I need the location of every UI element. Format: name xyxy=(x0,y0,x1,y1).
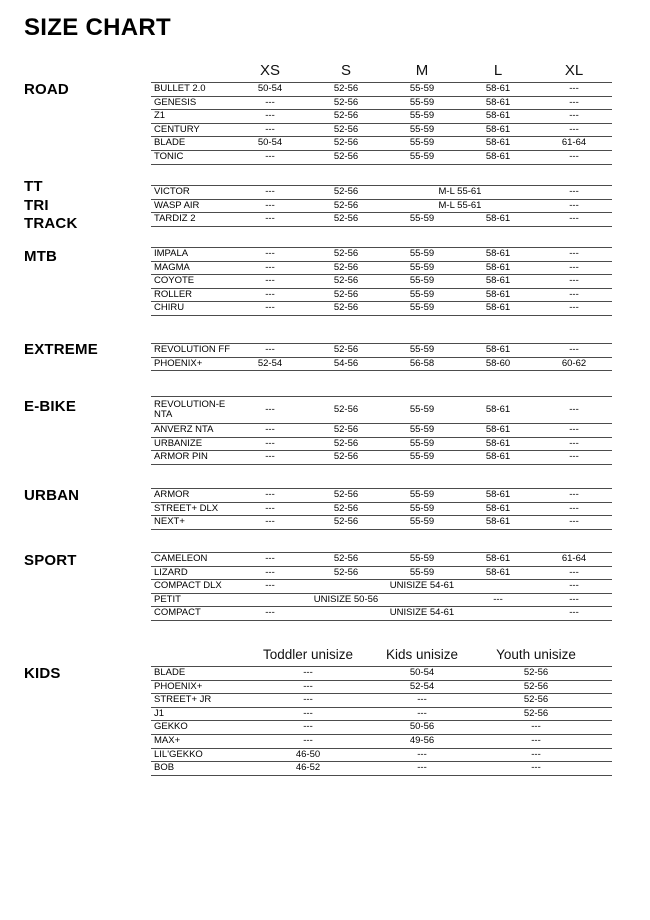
size-cell: --- xyxy=(303,707,313,719)
size-cell: 52-56 xyxy=(333,137,359,149)
product-name-cell: COMPACT DLX xyxy=(154,580,222,592)
product-name-cell: ARMOR xyxy=(154,489,190,501)
size-cell: --- xyxy=(569,83,579,95)
size-cell: 52-56 xyxy=(333,151,359,163)
product-name-cell: REVOLUTION FF xyxy=(154,344,231,356)
size-cell: 52-56 xyxy=(523,680,549,692)
size-cell: 52-56 xyxy=(333,199,359,211)
size-cell: --- xyxy=(569,96,579,108)
size-cell: --- xyxy=(265,110,275,122)
size-cell: 58-61 xyxy=(485,96,511,108)
column-header-xl: XL xyxy=(564,62,584,79)
row-max xyxy=(151,735,612,749)
size-cell: 52-56 xyxy=(333,275,359,287)
size-cell: 52-56 xyxy=(333,186,359,198)
category-label-mtb xyxy=(24,248,57,267)
size-cell: 58-61 xyxy=(485,437,511,449)
size-cell: --- xyxy=(569,186,579,198)
product-name-cell: MAGMA xyxy=(154,261,190,273)
size-cell: 58-61 xyxy=(485,110,511,122)
size-cell: 52-56 xyxy=(333,83,359,95)
product-name-cell: CHIRU xyxy=(154,302,185,314)
product-name-cell: COYOTE xyxy=(154,275,195,287)
size-cell: --- xyxy=(493,593,503,605)
category-label-tt-tri-track xyxy=(24,178,78,234)
size-cell: --- xyxy=(265,213,275,225)
size-cell: --- xyxy=(531,748,541,760)
size-cell: --- xyxy=(569,451,579,463)
size-cell: --- xyxy=(417,707,427,719)
size-cell: --- xyxy=(265,344,275,356)
row-century xyxy=(151,124,612,138)
product-name-cell: COMPACT xyxy=(154,607,201,619)
size-cell: 52-56 xyxy=(333,213,359,225)
kids-column-header-toddler-unisize: Toddler unisize xyxy=(262,647,354,662)
category-label-sport xyxy=(24,552,77,571)
size-cell: --- xyxy=(265,566,275,578)
size-cell: --- xyxy=(569,213,579,225)
size-cell: --- xyxy=(303,667,313,679)
size-cell: 50-54 xyxy=(257,137,283,149)
table-e-bike xyxy=(151,396,612,465)
size-cell: 61-64 xyxy=(561,137,587,149)
product-name-cell: ARMOR PIN xyxy=(154,451,208,463)
size-cell: 58-61 xyxy=(485,302,511,314)
size-cell: 58-61 xyxy=(485,137,511,149)
product-name-cell: IMPALA xyxy=(154,248,189,260)
size-cell: 55-59 xyxy=(409,137,435,149)
size-cell: 52-56 xyxy=(523,667,549,679)
size-cell: --- xyxy=(265,403,275,415)
size-cell: 55-59 xyxy=(409,502,435,514)
size-cell: 52-56 xyxy=(333,516,359,528)
table-kids xyxy=(151,666,612,776)
row-compact xyxy=(151,607,612,621)
size-cell: 55-59 xyxy=(409,451,435,463)
size-cell: 55-59 xyxy=(409,288,435,300)
category-label-line: URBAN xyxy=(24,487,80,504)
size-cell: 52-56 xyxy=(333,288,359,300)
row-tonic xyxy=(151,151,612,165)
size-cell: --- xyxy=(265,186,275,198)
size-cell: --- xyxy=(531,735,541,747)
size-cell: --- xyxy=(569,566,579,578)
size-cell: --- xyxy=(303,694,313,706)
size-cell: --- xyxy=(569,261,579,273)
size-cell: 58-61 xyxy=(485,275,511,287)
category-label-line: SPORT xyxy=(24,552,77,569)
product-name-cell: PHOENIX+ xyxy=(154,357,203,369)
row-z1 xyxy=(151,110,612,124)
product-name-cell: BULLET 2.0 xyxy=(154,83,206,95)
size-cell: --- xyxy=(265,437,275,449)
product-name-cell: WASP AIR xyxy=(154,199,200,211)
category-label-urban xyxy=(24,487,79,506)
size-cell: 58-61 xyxy=(485,566,511,578)
size-cell: 55-59 xyxy=(409,516,435,528)
row-compact-dlx xyxy=(151,580,612,594)
size-cell: UNISIZE 54-61 xyxy=(389,607,455,619)
size-cell: 58-61 xyxy=(485,151,511,163)
size-cell: 52-56 xyxy=(333,344,359,356)
column-header-m: M xyxy=(415,62,429,79)
row-cameleon xyxy=(151,553,612,567)
size-column-headers xyxy=(151,59,612,81)
size-cell: 55-59 xyxy=(409,566,435,578)
size-cell: M-L 55-61 xyxy=(438,186,482,198)
size-cell: --- xyxy=(265,502,275,514)
row-victor xyxy=(151,186,612,200)
size-cell: --- xyxy=(265,451,275,463)
size-cell: 56-58 xyxy=(409,357,435,369)
size-cell: 58-61 xyxy=(485,288,511,300)
size-cell: --- xyxy=(569,580,579,592)
row-gekko xyxy=(151,721,612,735)
row-street-jr xyxy=(151,694,612,708)
size-cell: --- xyxy=(417,694,427,706)
size-cell: --- xyxy=(569,199,579,211)
size-cell: --- xyxy=(265,607,275,619)
product-name-cell: URBANIZE xyxy=(154,437,203,449)
size-cell: --- xyxy=(265,302,275,314)
size-cell: 58-61 xyxy=(485,213,511,225)
row-phoenix xyxy=(151,358,612,372)
size-cell: --- xyxy=(417,762,427,774)
size-cell: 52-56 xyxy=(333,261,359,273)
size-cell: 46-52 xyxy=(295,762,321,774)
row-armor xyxy=(151,489,612,503)
size-cell: --- xyxy=(569,275,579,287)
size-cell: 55-59 xyxy=(409,553,435,565)
size-cell: 55-59 xyxy=(409,96,435,108)
product-name-cell: BLADE xyxy=(154,137,186,149)
product-name-cell: GEKKO xyxy=(154,721,188,733)
category-label-extreme xyxy=(24,341,98,360)
size-cell: 58-61 xyxy=(485,261,511,273)
size-cell: 52-56 xyxy=(333,302,359,314)
size-cell: 52-56 xyxy=(333,96,359,108)
category-label-line: TRI xyxy=(24,196,49,214)
size-cell: --- xyxy=(569,123,579,135)
size-cell: UNISIZE 50-56 xyxy=(313,593,379,605)
size-cell: 52-56 xyxy=(333,424,359,436)
category-label-line: KIDS xyxy=(24,665,61,682)
table-urban xyxy=(151,488,612,530)
table-extreme xyxy=(151,343,612,371)
table-tt-tri-track xyxy=(151,185,612,227)
size-cell: --- xyxy=(303,735,313,747)
size-cell: --- xyxy=(265,288,275,300)
product-name-cell: PETIT xyxy=(154,593,181,605)
product-name-cell: LIL'GEKKO xyxy=(154,748,203,760)
size-cell: --- xyxy=(265,580,275,592)
size-cell: 55-59 xyxy=(409,344,435,356)
size-cell: 55-59 xyxy=(409,261,435,273)
row-revolution-e-nta xyxy=(151,397,612,424)
category-label-e-bike xyxy=(24,398,76,417)
product-name-cell: TONIC xyxy=(154,151,184,163)
size-cell: --- xyxy=(569,110,579,122)
size-cell: M-L 55-61 xyxy=(438,199,482,211)
size-cell: 52-56 xyxy=(333,110,359,122)
size-cell: 55-59 xyxy=(409,110,435,122)
kids-column-header-youth-unisize: Youth unisize xyxy=(496,647,576,662)
product-name-cell: MAX+ xyxy=(154,735,181,747)
size-cell: 50-54 xyxy=(409,667,435,679)
product-name-cell: CAMELEON xyxy=(154,553,208,565)
size-cell: 55-59 xyxy=(409,275,435,287)
row-next xyxy=(151,516,612,530)
row-genesis xyxy=(151,97,612,111)
size-cell: 58-61 xyxy=(485,248,511,260)
size-cell: --- xyxy=(265,96,275,108)
category-label-line: EXTREME xyxy=(24,341,98,358)
size-cell: --- xyxy=(265,151,275,163)
size-cell: --- xyxy=(569,151,579,163)
row-lizard xyxy=(151,567,612,581)
table-road xyxy=(151,82,612,165)
size-cell: --- xyxy=(265,553,275,565)
table-mtb xyxy=(151,247,612,316)
kids-column-header-kids-unisize: Kids unisize xyxy=(385,647,459,662)
size-cell: --- xyxy=(531,721,541,733)
size-cell: 52-56 xyxy=(333,437,359,449)
size-cell: 55-59 xyxy=(409,302,435,314)
product-name-cell: BLADE xyxy=(154,667,186,679)
size-cell: --- xyxy=(303,721,313,733)
size-cell: --- xyxy=(569,489,579,501)
product-name-cell: ROLLER xyxy=(154,288,193,300)
product-name-cell: NEXT+ xyxy=(154,516,185,528)
column-header-l: L xyxy=(493,62,503,79)
size-cell: 52-56 xyxy=(333,248,359,260)
product-name-cell: TARDIZ 2 xyxy=(154,213,196,225)
size-cell: 55-59 xyxy=(409,123,435,135)
size-cell: --- xyxy=(265,199,275,211)
row-impala xyxy=(151,248,612,262)
size-cell: 52-54 xyxy=(257,357,283,369)
size-cell: 46-50 xyxy=(295,748,321,760)
kids-column-headers xyxy=(151,643,612,664)
product-name-cell: Z1 xyxy=(154,110,166,122)
size-cell: 55-59 xyxy=(409,83,435,95)
product-name-cell: STREET+ DLX xyxy=(154,502,219,514)
size-cell: 58-61 xyxy=(485,403,511,415)
row-bob xyxy=(151,762,612,776)
size-cell: 58-60 xyxy=(485,357,511,369)
row-tardiz-2 xyxy=(151,213,612,227)
size-cell: --- xyxy=(569,437,579,449)
row-revolution-ff xyxy=(151,344,612,358)
size-cell: 55-59 xyxy=(409,248,435,260)
table-sport xyxy=(151,552,612,621)
size-cell: --- xyxy=(569,516,579,528)
size-cell: 52-56 xyxy=(333,489,359,501)
product-name-cell: LIZARD xyxy=(154,566,188,578)
row-anverz-nta xyxy=(151,424,612,438)
size-cell: 54-56 xyxy=(333,357,359,369)
product-name-cell: ANVERZ NTA xyxy=(154,424,214,436)
row-urbanize xyxy=(151,438,612,452)
size-cell: 60-62 xyxy=(561,357,587,369)
size-cell: 58-61 xyxy=(485,451,511,463)
category-label-line: MTB xyxy=(24,248,58,265)
row-street-dlx xyxy=(151,503,612,517)
size-cell: --- xyxy=(569,403,579,415)
row-armor-pin xyxy=(151,451,612,465)
size-cell: --- xyxy=(569,248,579,260)
row-magma xyxy=(151,262,612,276)
size-cell: --- xyxy=(417,748,427,760)
size-cell: 52-56 xyxy=(333,451,359,463)
row-roller xyxy=(151,289,612,303)
size-cell: 52-56 xyxy=(333,403,359,415)
size-cell: 58-61 xyxy=(485,123,511,135)
row-blade xyxy=(151,667,612,681)
category-label-line: ROAD xyxy=(24,81,69,98)
product-name-cell: J1 xyxy=(154,707,165,719)
size-cell: --- xyxy=(265,261,275,273)
size-cell: --- xyxy=(569,593,579,605)
row-lil-gekko xyxy=(151,749,612,763)
row-j1 xyxy=(151,708,612,722)
size-cell: 55-59 xyxy=(409,151,435,163)
size-cell: --- xyxy=(569,607,579,619)
size-cell: 58-61 xyxy=(485,424,511,436)
size-cell: 55-59 xyxy=(409,213,435,225)
size-cell: 55-59 xyxy=(409,489,435,501)
size-cell: 49-56 xyxy=(409,735,435,747)
size-cell: --- xyxy=(569,344,579,356)
product-name-cell: PHOENIX+ xyxy=(154,680,203,692)
row-petit xyxy=(151,594,612,608)
size-cell: --- xyxy=(265,516,275,528)
product-name-cell: VICTOR xyxy=(154,186,190,198)
row-blade xyxy=(151,137,612,151)
size-cell: 55-59 xyxy=(409,437,435,449)
size-cell: 55-59 xyxy=(409,403,435,415)
row-phoenix xyxy=(151,681,612,695)
size-cell: 58-61 xyxy=(485,83,511,95)
product-name-cell: STREET+ JR xyxy=(154,694,212,706)
category-label-line: TT xyxy=(24,178,43,195)
size-cell: --- xyxy=(303,680,313,692)
size-cell: 58-61 xyxy=(485,516,511,528)
size-cell: --- xyxy=(531,762,541,774)
size-cell: UNISIZE 54-61 xyxy=(389,580,455,592)
size-cell: --- xyxy=(265,275,275,287)
product-name-cell: CENTURY xyxy=(154,123,200,135)
product-name-cell: REVOLUTION-E NTA xyxy=(154,398,226,420)
size-cell: 52-56 xyxy=(333,123,359,135)
size-cell: 52-56 xyxy=(333,566,359,578)
size-cell: 58-61 xyxy=(485,489,511,501)
size-cell: 61-64 xyxy=(561,553,587,565)
page-title: SIZE CHART xyxy=(24,14,171,41)
category-label-line: TRACK xyxy=(24,215,78,232)
product-name-cell: BOB xyxy=(154,762,175,774)
size-cell: 52-56 xyxy=(523,694,549,706)
size-cell: 50-56 xyxy=(409,721,435,733)
row-bullet-2-0 xyxy=(151,83,612,97)
size-cell: --- xyxy=(265,123,275,135)
size-cell: 52-56 xyxy=(333,553,359,565)
column-header-s: S xyxy=(340,62,351,79)
size-cell: 55-59 xyxy=(409,424,435,436)
size-cell: 52-54 xyxy=(409,680,435,692)
size-cell: 58-61 xyxy=(485,553,511,565)
size-cell: 52-56 xyxy=(523,707,549,719)
size-cell: 58-61 xyxy=(485,344,511,356)
size-cell: 58-61 xyxy=(485,502,511,514)
size-cell: 50-54 xyxy=(257,83,283,95)
size-cell: --- xyxy=(265,424,275,436)
category-label-line: E-BIKE xyxy=(24,398,77,415)
category-label-road xyxy=(24,81,69,100)
row-chiru xyxy=(151,302,612,316)
size-cell: --- xyxy=(265,489,275,501)
size-cell: --- xyxy=(569,302,579,314)
size-cell: --- xyxy=(569,288,579,300)
row-wasp-air xyxy=(151,200,612,214)
product-name-cell: GENESIS xyxy=(154,96,197,108)
column-header-xs: XS xyxy=(259,62,280,79)
size-cell: --- xyxy=(569,424,579,436)
size-cell: --- xyxy=(265,248,275,260)
row-coyote xyxy=(151,275,612,289)
size-cell: --- xyxy=(569,502,579,514)
category-label-kids xyxy=(24,665,61,684)
size-cell: 52-56 xyxy=(333,502,359,514)
